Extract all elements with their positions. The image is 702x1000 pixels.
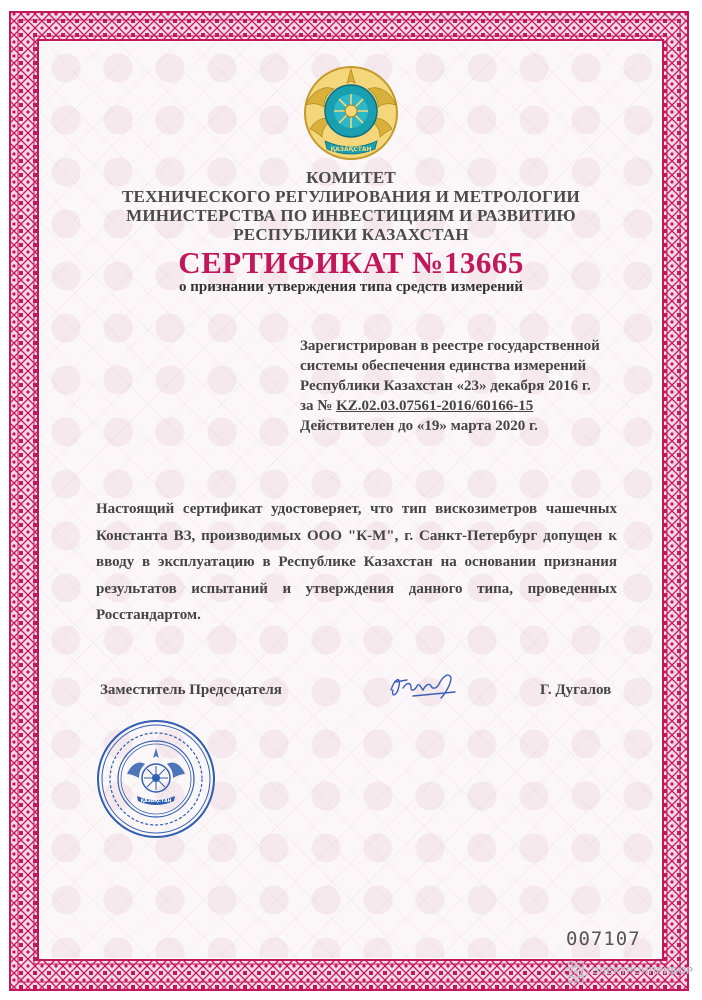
state-emblem-icon <box>298 63 404 165</box>
committee-name-line-1: КОМИТЕТ <box>306 168 396 187</box>
certificate-title <box>60 245 642 281</box>
registration-line-4 <box>300 396 650 416</box>
registration-line-2: системы обеспечения единства измерений <box>300 358 587 374</box>
committee-name-line-3: МИНИСТЕРСТВА ПО ИНВЕСТИЦИЯМ И РАЗВИТИЮ <box>126 206 576 225</box>
official-seal-icon <box>95 718 217 840</box>
svg-text:ҚАЗАҚСТАН: ҚАЗАҚСТАН <box>140 799 172 804</box>
registration-line-1: Зарегистрирован в реестре государственной <box>300 338 600 354</box>
handwritten-signature-icon <box>385 668 463 704</box>
serial-number: 007107 <box>566 928 641 950</box>
signatory-name: Г. Дугалов <box>540 682 612 698</box>
certificate-body <box>96 496 617 629</box>
registration-line-3: Республики Казахстан «23» декабря 2016 г. <box>300 378 591 394</box>
committee-name-line-2: ТЕХНИЧЕСКОГО РЕГУЛИРОВАНИЯ И МЕТРОЛОГИИ <box>122 187 580 206</box>
validity-line: Действителен до «19» марта 2020 г. <box>300 418 538 434</box>
committee-name-line-4: РЕСПУБЛИКИ КАЗАХСТАН <box>233 225 469 244</box>
certificate-title-label: СЕРТИФИКАТ № <box>178 245 444 280</box>
certificate-body-text: Настоящий сертификат удостоверяет, что тип вискозиметров чашечных Константа ВЗ, производимых ООО "К-М", г. Санкт-Петербург допущен к вводу в эксплуатацию в Республике Казахстан на основании признания результатов испытаний и утверждения данного типа, проведенных Росстандартом. <box>96 501 617 623</box>
registration-number-prefix: за № <box>300 398 337 414</box>
certificate-number: 13665 <box>443 245 524 280</box>
registration-number: KZ.02.03.07561-2016/60166-15 <box>336 398 534 414</box>
signatory-title: Заместитель Председателя <box>100 682 282 698</box>
svg-text:ҚАЗАҚСТАН: ҚАЗАҚСТАН <box>330 146 372 153</box>
certificate-subtitle: о признании утверждения типа средств измерений <box>178 279 524 295</box>
watermark-text: ЭЛЕКТРОНПРИБОР <box>592 966 694 977</box>
